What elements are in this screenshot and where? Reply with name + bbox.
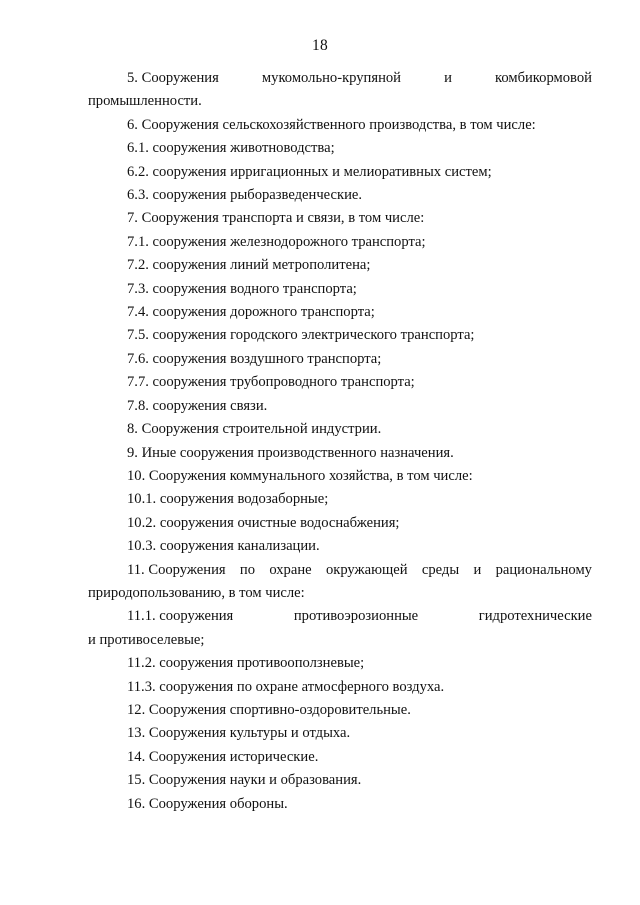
item-11-1-word: гидротехнические (478, 608, 592, 625)
document-body (88, 67, 592, 816)
item-5-word: 5. Сооружения (127, 70, 219, 86)
item-6: 6. Сооружения сельскохозяйственного производства, в том числе: (127, 116, 536, 133)
item-12: 12. Сооружения спортивно-оздоровительные. (127, 701, 411, 718)
page-number: 18 (311, 37, 329, 54)
item-6-2: 6.2. сооружения ирригационных и мелиоративных систем; (127, 163, 492, 180)
item-10: 10. Сооружения коммунального хозяйства, в том числе: (127, 467, 473, 484)
item-11-3: 11.3. сооружения по охране атмосферного воздуха. (127, 678, 445, 695)
item-9: 9. Иные сооружения производственного назначения. (127, 444, 454, 461)
item-11 (88, 559, 592, 582)
item-5-word: мукомольно-крупяной (261, 70, 401, 86)
item-11-2: 11.2. сооружения противооползневые; (127, 655, 365, 672)
item-7-8: 7.8. сооружения связи. (127, 397, 268, 414)
item-10-1: 10.1. сооружения водозаборные; (127, 491, 329, 508)
item-5-word: и (444, 70, 452, 86)
item-14: 14. Сооружения исторические. (127, 748, 319, 765)
item-7-5: 7.5. сооружения городского электрического транспорта; (127, 327, 475, 344)
item-11-word: и (473, 561, 482, 578)
item-7-4: 7.4. сооружения дорожного транспорта; (127, 304, 375, 321)
item-7-1: 7.1. сооружения железнодорожного транспорта; (127, 233, 426, 250)
item-11-word: окружающей (325, 561, 408, 578)
item-11-continuation: природопользованию, в том числе: (88, 584, 305, 601)
item-8: 8. Сооружения строительной индустрии. (127, 421, 382, 438)
item-6-1: 6.1. сооружения животноводства; (127, 140, 335, 157)
item-7-7: 7.7. сооружения трубопроводного транспорта; (127, 374, 415, 391)
item-10-3: 10.3. сооружения канализации. (127, 538, 320, 555)
item-11-1 (88, 605, 592, 628)
item-13: 13. Сооружения культуры и отдыха. (127, 725, 351, 742)
item-5-continuation: промышленности. (88, 93, 202, 110)
item-7: 7. Сооружения транспорта и связи, в том числе: (127, 210, 425, 227)
item-16: 16. Сооружения обороны. (127, 795, 288, 812)
item-7-6: 7.6. сооружения воздушного транспорта; (127, 350, 382, 367)
item-11-1-word: противоэрозионные (293, 608, 419, 625)
item-5-word: комбикормовой (494, 70, 592, 86)
item-11-word: 11. Сооружения (127, 561, 226, 578)
item-6-3: 6.3. сооружения рыборазведенческие. (127, 187, 363, 204)
item-11-1-continuation: и противоселевые; (88, 631, 205, 648)
item-11-word: среды (421, 561, 460, 578)
item-11-1-word: 11.1. сооружения (127, 608, 234, 625)
item-15: 15. Сооружения науки и образования. (127, 772, 362, 789)
item-5 (88, 67, 592, 90)
item-11-word: по (239, 561, 256, 578)
item-11-word: охране (269, 561, 312, 578)
item-11-word: рациональному (495, 561, 592, 578)
item-7-2: 7.2. сооружения линий метрополитена; (127, 257, 371, 274)
item-10-2: 10.2. сооружения очистные водоснабжения; (127, 514, 400, 531)
item-7-3: 7.3. сооружения водного транспорта; (127, 280, 357, 297)
